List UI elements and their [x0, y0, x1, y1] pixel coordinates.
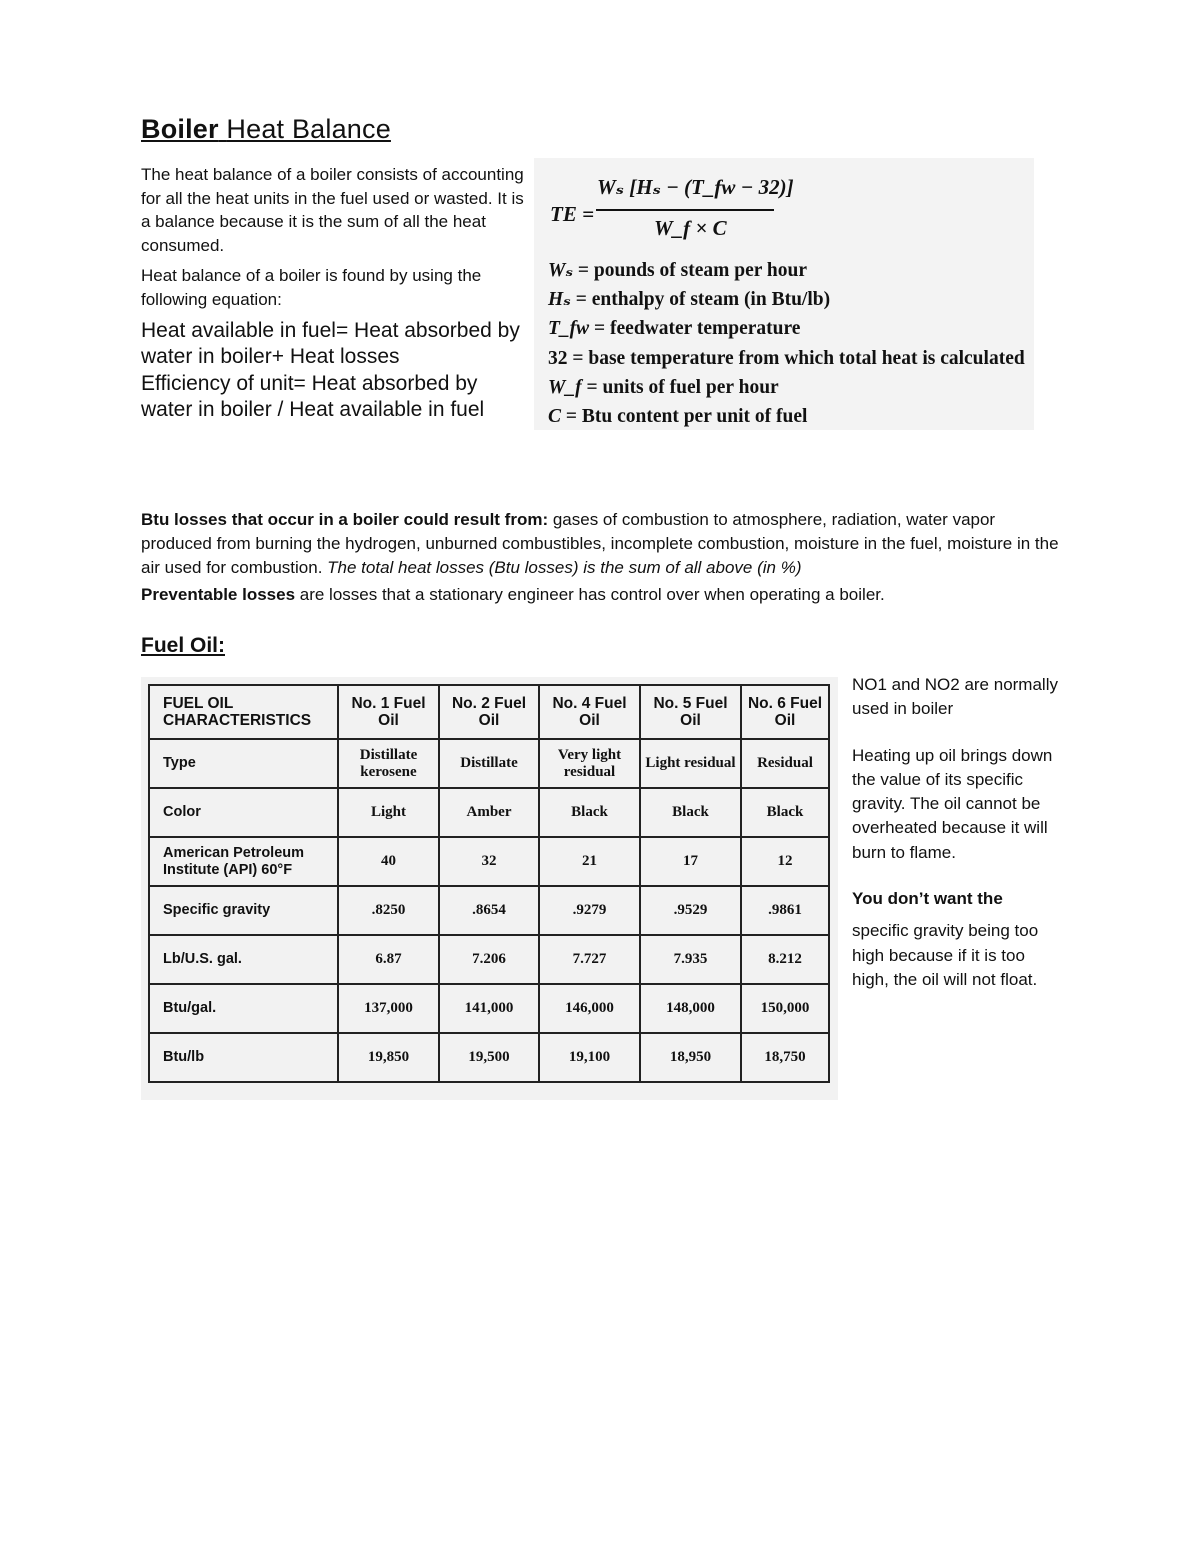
- table-cell: 7.727: [539, 935, 640, 984]
- intro-equation-lead: Heat balance of a boiler is found by using the following equation:: [141, 266, 482, 309]
- table-cell: 17: [640, 837, 741, 886]
- table-cell: Black: [539, 788, 640, 837]
- definition-line: Wₛ = pounds of steam per hour: [548, 260, 807, 281]
- intro-paragraph: The heat balance of a boiler consists of accounting for all the heat units in the fuel used or wasted. It is a balance because it is the sum of all the heat consumed.: [141, 165, 524, 255]
- table-header-cell: No. 5 Fuel Oil: [640, 685, 741, 739]
- definition-line: C = Btu content per unit of fuel: [548, 406, 808, 428]
- table-row: [149, 935, 829, 984]
- table-cell: Light residual: [640, 739, 741, 788]
- table-cell: 19,500: [439, 1033, 539, 1082]
- table-cell: Black: [741, 788, 829, 837]
- row-label: Lb/U.S. gal.: [149, 935, 338, 984]
- row-label: American Petroleum Institute (API) 60°F: [149, 837, 338, 886]
- side-notes: [852, 673, 1062, 1004]
- table-cell: Very light residual: [539, 739, 640, 788]
- title-word-boiler: Boiler: [141, 114, 219, 144]
- row-label: Color: [149, 788, 338, 837]
- table-cell: 141,000: [439, 984, 539, 1033]
- table-row: [149, 837, 829, 886]
- table-cell: 8.212: [741, 935, 829, 984]
- row-label: Type: [149, 739, 338, 788]
- side-note-heating: Heating up oil brings down the value of its specific gravity. The oil cannot be overheated because it will burn to flame.: [852, 745, 1053, 862]
- table-cell: 7.935: [640, 935, 741, 984]
- formula-definitions: [548, 256, 1025, 431]
- table-header-cell: FUEL OIL CHARACTERISTICS: [149, 685, 338, 739]
- table-row: [149, 739, 829, 788]
- definition-line: T_fw = feedwater temperature: [548, 318, 801, 340]
- table-cell: .8250: [338, 886, 439, 935]
- row-label: Btu/gal.: [149, 984, 338, 1033]
- table-cell: .9861: [741, 886, 829, 935]
- intro-section: [141, 163, 526, 424]
- row-label: Specific gravity: [149, 886, 338, 935]
- definition-line: W_f = units of fuel per hour: [548, 376, 779, 398]
- table-cell: Light: [338, 788, 439, 837]
- table-cell: .8654: [439, 886, 539, 935]
- table-cell: Distillate: [439, 739, 539, 788]
- preventable-losses-paragraph: Preventable losses are losses that a stationary engineer has control over when operating a boiler.: [141, 585, 885, 605]
- side-note-gravity: specific gravity being too high because if it is too high, the oil will not float.: [852, 921, 1039, 989]
- table-cell: .9529: [640, 886, 741, 935]
- thermal-efficiency-formula: [534, 158, 1034, 430]
- formula-numerator: Wₛ [Hₛ − (T_fw − 32)]: [597, 175, 794, 199]
- side-note-warning: You don’t want the: [852, 889, 1003, 909]
- formula-denominator: W_f × C: [654, 216, 727, 240]
- page-title: [141, 114, 391, 145]
- table-header-cell: No. 1 Fuel Oil: [338, 685, 439, 739]
- formula-lhs: TE =: [550, 202, 595, 226]
- table-header-cell: No. 4 Fuel Oil: [539, 685, 640, 739]
- title-heat-balance: Heat Balance: [226, 114, 391, 144]
- table-row: [149, 886, 829, 935]
- definition-line: Hₛ = enthalpy of steam (in Btu/lb): [548, 289, 831, 311]
- table-cell: 148,000: [640, 984, 741, 1033]
- table-cell: 146,000: [539, 984, 640, 1033]
- table-row: [149, 984, 829, 1033]
- table-cell: 32: [439, 837, 539, 886]
- table-cell: 19,850: [338, 1033, 439, 1082]
- fuel-oil-heading: Fuel Oil:: [141, 634, 225, 657]
- table-cell: 18,950: [640, 1033, 741, 1082]
- losses-section: [141, 508, 1061, 611]
- table-cell: 18,750: [741, 1033, 829, 1082]
- side-note-usage: NO1 and NO2 are normally used in boiler: [852, 675, 1058, 719]
- table-cell: Distillate kerosene: [338, 739, 439, 788]
- efficiency-equation: Efficiency of unit= Heat absorbed by water in boiler / Heat available in fuel: [141, 372, 485, 421]
- table-header-cell: No. 2 Fuel Oil: [439, 685, 539, 739]
- table-cell: 40: [338, 837, 439, 886]
- definition-line: 32 = base temperature from which total heat is calculated: [548, 347, 1025, 369]
- fuel-oil-table-image: [141, 677, 838, 1100]
- table-cell: 137,000: [338, 984, 439, 1033]
- btu-losses-paragraph: Btu losses that occur in a boiler could result from: gases of combustion to atmosphere, radiation, water vapor produced from burning the hydrogen, unburned combustibles, incomplete combustion, moisture in the fuel, moisture in the air used for combustion. The total heat losses (Btu losses) is the sum of all above (in %): [141, 510, 1059, 577]
- table-row: [149, 1033, 829, 1082]
- table-header-cell: No. 6 Fuel Oil: [741, 685, 829, 739]
- table-cell: 12: [741, 837, 829, 886]
- fuel-oil-characteristics-table: [148, 684, 830, 1083]
- table-cell: Amber: [439, 788, 539, 837]
- fraction-bar: [596, 209, 774, 211]
- table-cell: Residual: [741, 739, 829, 788]
- table-header-row: [149, 685, 829, 739]
- table-cell: 21: [539, 837, 640, 886]
- table-cell: 19,100: [539, 1033, 640, 1082]
- table-row: [149, 788, 829, 837]
- table-cell: .9279: [539, 886, 640, 935]
- table-cell: Black: [640, 788, 741, 837]
- table-cell: 6.87: [338, 935, 439, 984]
- row-label: Btu/lb: [149, 1033, 338, 1082]
- heat-available-equation: Heat available in fuel= Heat absorbed by water in boiler+ Heat losses: [141, 319, 520, 368]
- table-cell: 7.206: [439, 935, 539, 984]
- table-cell: 150,000: [741, 984, 829, 1033]
